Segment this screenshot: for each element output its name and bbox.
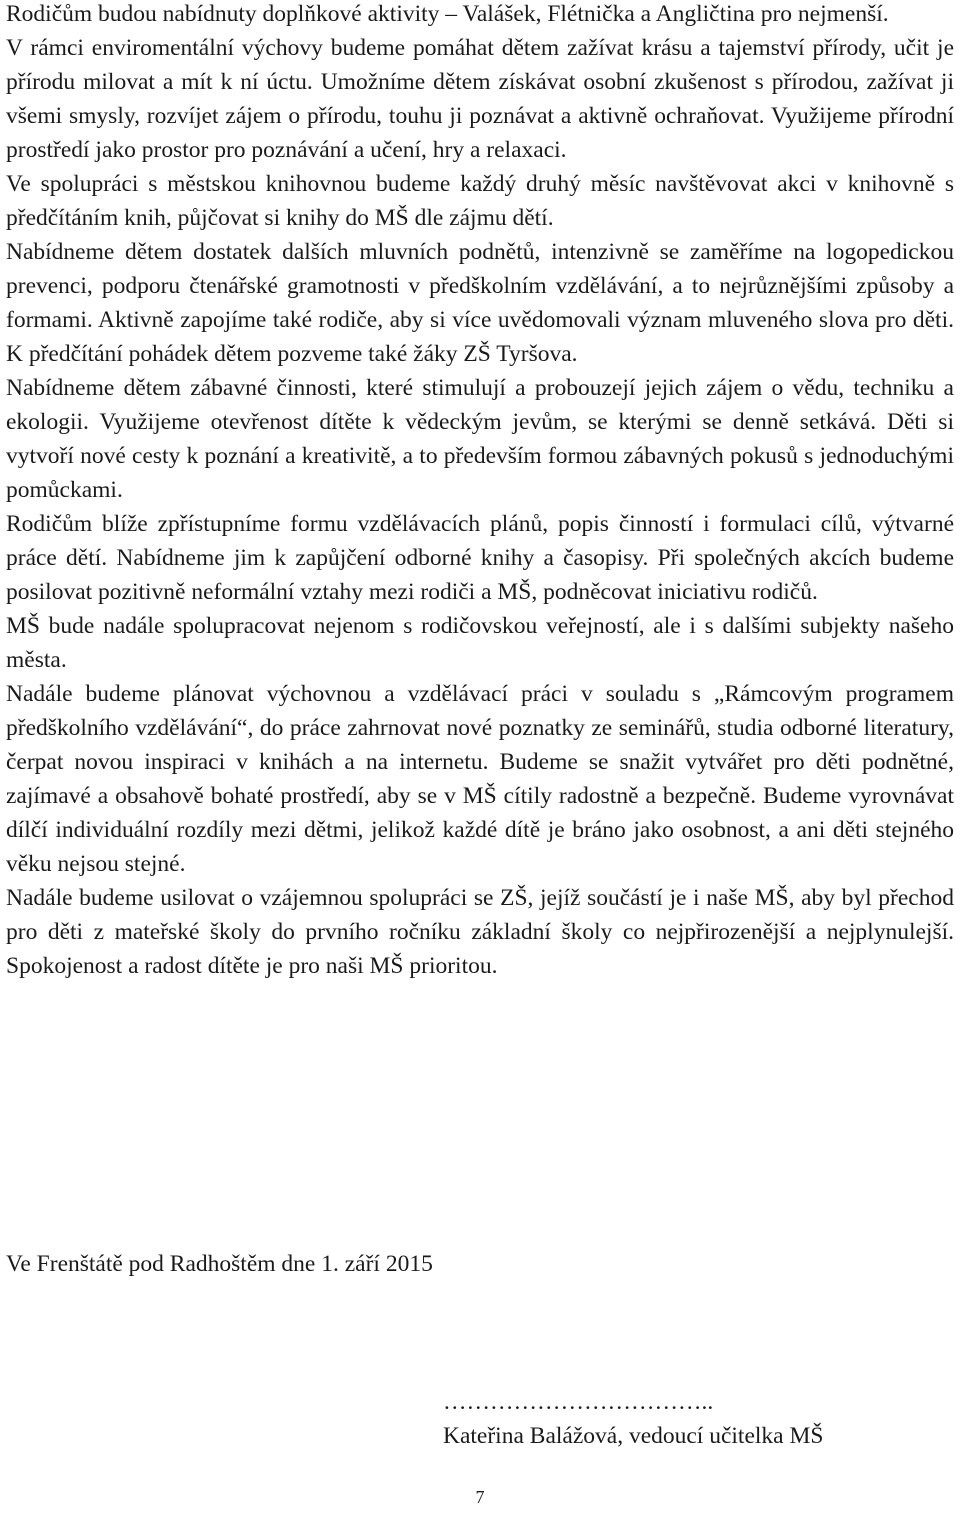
- paragraph-planning: Nadále budeme plánovat výchovnou a vzdělávací práci v souladu s „Rámcovým programem předškolního vzdělávání“, do práce zahrnovat nové poznatky ze seminářů, studia odborné literatury, čerpat novou inspiraci v knihách a na internetu. Budeme se snažit vytvářet pro děti podnětné, zajímavé a obsahově bohaté prostředí, aby se v MŠ cítily radostně a bezpečně. Budeme vyrovnávat dílčí individuální rozdíly mezi dětmi, jelikož každé dítě je bráno jako osobnost, a ani děti stejného věku nejsou stejné.: [6, 681, 954, 877]
- page-number: 7: [475, 1487, 485, 1507]
- paragraph-speech-stimuli: Nabídneme dětem dostatek dalších mluvních podnětů, intenzivně se zaměříme na logopedickou prevenci, podporu čtenářské gramotnosti v předškolním vzdělávání, a to nejrůznějšími způsoby a formami. Aktivně zapojíme také rodiče, aby si více uvědomovali význam mluveného slova pro děti. K předčítání pohádek dětem pozveme také žáky ZŠ Tyršova.: [6, 239, 954, 367]
- signature-line: ……………………………..: [443, 1389, 714, 1415]
- place-and-date: Ve Frenštátě pod Radhoštěm dne 1. září 2015: [6, 1251, 433, 1277]
- signature-block: [443, 1385, 943, 1453]
- paragraph-environmental-education: V rámci enviromentální výchovy budeme pomáhat dětem zažívat krásu a tajemství přírody, učit je přírodu milovat a mít k ní úctu. Umožníme dětem získávat osobní zkušenost s přírodou, zažívat ji všemi smysly, rozvíjet zájem o přírodu, touhu ji poznávat a aktivně ochraňovat. Využijeme přírodní prostředí jako prostor pro poznávání a učení, hry a relaxaci.: [6, 35, 954, 163]
- paragraph-additional-activities: Rodičům budou nabídnuty doplňkové aktivity – Valášek, Flétnička a Angličtina pro nejmenší.: [6, 1, 889, 27]
- paragraph-parents: Rodičům blíže zpřístupníme formu vzdělávacích plánů, popis činností i formulaci cílů, výtvarné práce dětí. Nabídneme jim k zapůjčení odborné knihy a časopisy. Při společných akcích budeme posilovat pozitivně neformální vztahy mezi rodiči a MŠ, podněcovat iniciativu rodičů.: [6, 511, 954, 605]
- paragraph-library-cooperation: Ve spolupráci s městskou knihovnou budeme každý druhý měsíc navštěvovat akci v knihovně s předčítáním knih, půjčovat si knihy do MŠ dle zájmu dětí.: [6, 171, 954, 231]
- body-text: [6, 0, 954, 983]
- paragraph-science-activities: Nabídneme dětem zábavné činnosti, které stimulují a probouzejí jejich zájem o vědu, techniku a ekologii. Využijeme otevřenost dítěte k vědeckým jevům, se kterými se denně setkává. Děti si vytvoří nové cesty k poznání a kreativitě, a to především formou zábavných pokusů s jednoduchými pomůckami.: [6, 375, 954, 503]
- paragraph-city-cooperation: MŠ bude nadále spolupracovat nejenom s rodičovskou veřejností, ale i s dalšími subjekty našeho města.: [6, 613, 954, 673]
- signatory-name: Kateřina Balážová, vedoucí učitelka MŠ: [443, 1423, 824, 1449]
- paragraph-school-cooperation: Nadále budeme usilovat o vzájemnou spolupráci se ZŠ, jejíž součástí je i naše MŠ, aby byl přechod pro děti z mateřské školy do prvního ročníku základní školy co nejpřirozenější a nejplynulejší. Spokojenost a radost dítěte je pro naši MŠ prioritou.: [6, 885, 954, 979]
